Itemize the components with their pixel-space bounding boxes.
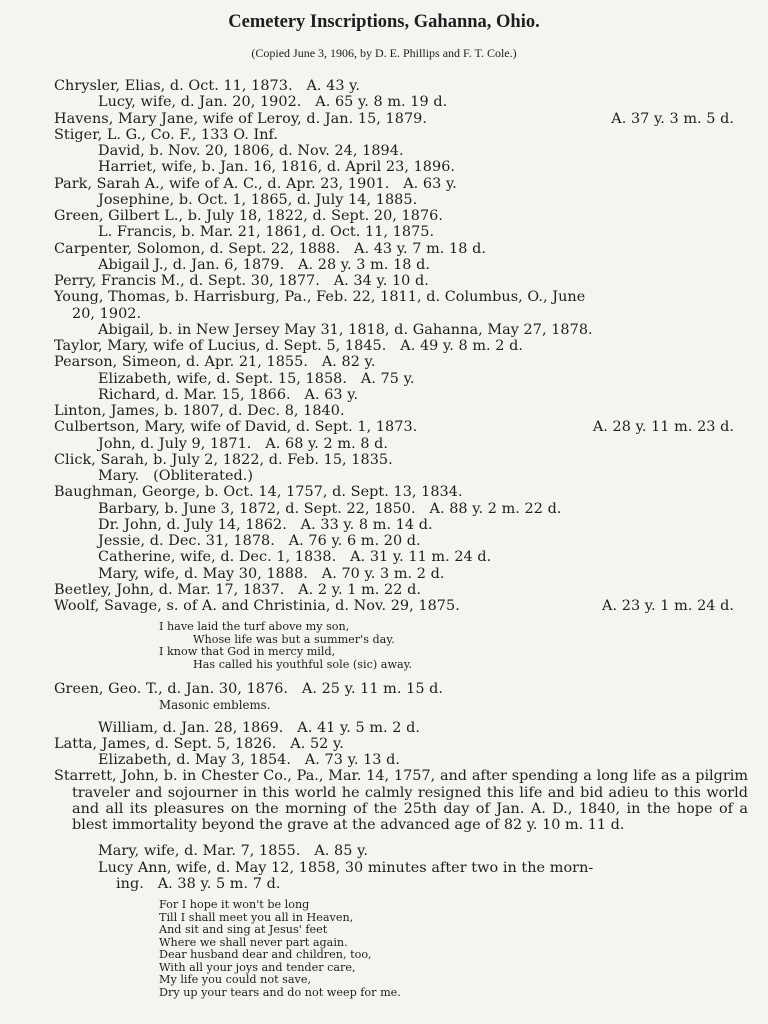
entry-line: Josephine, b. Oct. 1, 1865, d. July 14, 1885.: [98, 191, 418, 208]
entry-line: Carpenter, Solomon, d. Sept. 22, 1888. A. 43 y. 7 m. 18 d.: [54, 240, 486, 257]
entry-line: 20, 1902.: [72, 305, 142, 322]
entry-line: Click, Sarah, b. July 2, 1822, d. Feb. 15, 1835.: [54, 451, 393, 468]
entry-text: Culbertson, Mary, wife of David, d. Sept. 1, 1873.: [54, 419, 418, 436]
page-subtitle: (Copied June 3, 1906, by D. E. Phillips and F. T. Cole.): [251, 46, 517, 60]
entry-line: Mary, wife, d. May 30, 1888. A. 70 y. 3 m. 2 d.: [98, 565, 445, 582]
verse-line: Dear husband dear and children, too,: [159, 948, 372, 961]
entry-line: Stiger, L. G., Co. F., 133 O. Inf.: [54, 126, 279, 143]
entry-line: Chrysler, Elias, d. Oct. 11, 1873. A. 43 y.: [54, 78, 361, 94]
entry-line: Harriet, wife, b. Jan. 16, 1816, d. April 23, 1896.: [98, 159, 456, 176]
starrett-paragraph: Starrett, John, b. in Chester Co., Pa., Mar. 14, 1757, and after spending a long life as a pilgrim traveler and sojourner in this world he calmly resigned this life and bid adieu to this world and all its pleasures on the morning of the 25th day of Jan. A. D., 1840, in the hope of a blest immortality beyond the grave at the advanced age of 82 y. 10 m. 11 d.: [54, 768, 748, 833]
verse-line: And sit and sing at Jesus' feet: [159, 923, 328, 936]
entry-line: Perry, Francis M., d. Sept. 30, 1877. A. 34 y. 10 d.: [54, 273, 429, 289]
entry-line: Elizabeth, wife, d. Sept. 15, 1858. A. 75 y.: [98, 370, 415, 387]
entry-line: Abigail, b. in New Jersey May 31, 1818, d. Gahanna, May 27, 1878.: [98, 321, 593, 338]
verse-line: I know that God in mercy mild,: [159, 645, 336, 659]
entry-line: Beetley, John, d. Mar. 17, 1837. A. 2 y. 1 m. 22 d.: [54, 581, 421, 598]
entry-line: Barbary, b. June 3, 1872, d. Sept. 22, 1850. A. 88 y. 2 m. 22 d.: [98, 500, 562, 517]
entry-age: A. 28 y. 11 m. 23 d.: [592, 419, 734, 436]
entry-line: L. Francis, b. Mar. 21, 1861, d. Oct. 11, 1875.: [98, 224, 435, 241]
entry-line: Mary, wife, d. Mar. 7, 1855. A. 85 y.: [98, 843, 368, 860]
entry-text: Havens, Mary Jane, wife of Leroy, d. Jan. 15, 1879.: [54, 110, 427, 127]
inscriptions-body: [54, 78, 748, 999]
entry-age: A. 37 y. 3 m. 5 d.: [611, 110, 734, 127]
entry-line: David, b. Nov. 20, 1806, d. Nov. 24, 1894.: [98, 143, 404, 159]
entry-line: [54, 419, 734, 435]
verse-line: Dry up your tears and do not weep for me.: [159, 985, 401, 999]
entry-line: Young, Thomas, b. Harrisburg, Pa., Feb. 22, 1811, d. Columbus, O., June: [54, 289, 586, 306]
entry-line: Latta, James, d. Sept. 5, 1826. A. 52 y.: [54, 735, 344, 752]
entry-line: Green, Geo. T., d. Jan. 30, 1876. A. 25 y. 11 m. 15 d.: [54, 681, 444, 698]
entry-line: Dr. John, d. July 14, 1862. A. 33 y. 8 m. 14 d.: [98, 516, 433, 533]
entry-line: Jessie, d. Dec. 31, 1878. A. 76 y. 6 m. 20 d.: [98, 533, 421, 549]
verse-line: Where we shall never part again.: [159, 935, 348, 949]
entry-line: William, d. Jan. 28, 1869. A. 41 y. 5 m. 2 d.: [98, 719, 421, 736]
verse-line: Till I shall meet you all in Heaven,: [159, 910, 354, 924]
page-title: Cemetery Inscriptions, Gahanna, Ohio.: [228, 12, 540, 32]
entry-line: Mary. (Obliterated.): [98, 468, 254, 484]
entry-line: Catherine, wife, d. Dec. 1, 1838. A. 31 y. 11 m. 24 d.: [98, 549, 492, 566]
entry-line: Richard, d. Mar. 15, 1866. A. 63 y.: [98, 386, 359, 403]
entry-line: ing. A. 38 y. 5 m. 7 d.: [116, 875, 281, 892]
entry-line: Taylor, Mary, wife of Lucius, d. Sept. 5, 1845. A. 49 y. 8 m. 2 d.: [54, 338, 523, 354]
entry-line: Baughman, George, b. Oct. 14, 1757, d. Sept. 13, 1834.: [54, 484, 463, 501]
verse-line: Whose life was but a summer's day.: [193, 632, 395, 646]
entry-line: Abigail J., d. Jan. 6, 1879. A. 28 y. 3 m. 18 d.: [98, 256, 430, 273]
entry-line: Green, Gilbert L., b. July 18, 1822, d. Sept. 20, 1876.: [54, 208, 443, 224]
entry-line: Pearson, Simeon, d. Apr. 21, 1855. A. 82 y.: [54, 354, 376, 371]
verse-line: For I hope it won't be long: [159, 898, 310, 911]
entry-line: Park, Sarah A., wife of A. C., d. Apr. 23, 1901. A. 63 y.: [54, 175, 457, 192]
entry-age: A. 23 y. 1 m. 24 d.: [602, 598, 734, 614]
verse-line: With all your joys and tender care,: [159, 960, 356, 974]
masonic-note: Masonic emblems.: [159, 697, 271, 712]
entry-line: [54, 598, 734, 614]
entry-line: [54, 111, 734, 127]
entry-line: Elizabeth, d. May 3, 1854. A. 73 y. 13 d.: [98, 752, 401, 768]
entry-line: Lucy, wife, d. Jan. 20, 1902. A. 65 y. 8 m. 19 d.: [98, 94, 448, 111]
verse-line: I have laid the turf above my son,: [159, 620, 350, 634]
entry-line: John, d. July 9, 1871. A. 68 y. 2 m. 8 d.: [98, 435, 389, 452]
verse-line: Has called his youthful sole (sic) away.: [193, 657, 413, 671]
entry-text: Woolf, Savage, s. of A. and Christinia, d. Nov. 29, 1875.: [54, 598, 460, 614]
verse-line: My life you could not save,: [159, 973, 312, 986]
entry-line: Linton, James, b. 1807, d. Dec. 8, 1840.: [54, 403, 345, 419]
entry-line: Lucy Ann, wife, d. May 12, 1858, 30 minutes after two in the morn-: [98, 859, 594, 876]
